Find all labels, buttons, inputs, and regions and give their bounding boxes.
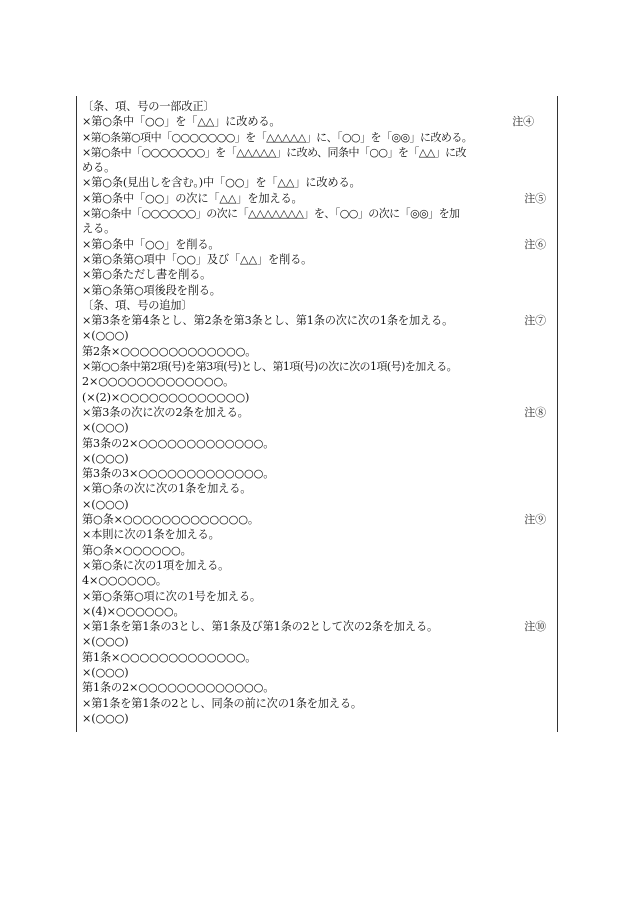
document-line	[82, 696, 554, 711]
line-text: 第○条×○○○○○○。	[82, 543, 192, 557]
line-text: ×第○条中「○○○○○○」の次に「△△△△△△△」を、「○○」の次に「◎◎」を加	[82, 207, 460, 221]
line-text: ×(4)×○○○○○○。	[82, 604, 185, 618]
document-line	[82, 283, 554, 298]
document-line	[82, 298, 554, 313]
line-text: ×第○条第○項に次の1号を加える。	[82, 589, 261, 603]
line-text: 2×○○○○○○○○○○○○○。	[82, 375, 235, 389]
line-text: ×第○条第○項後段を削る。	[82, 283, 221, 297]
document-line	[82, 206, 554, 221]
line-note-marker: 注④	[512, 115, 534, 129]
line-text: ×第○条ただし書を削る。	[82, 268, 212, 282]
document-line	[82, 558, 554, 573]
line-text: (×(2)×○○○○○○○○○○○○○)	[82, 390, 250, 404]
document-line	[82, 604, 554, 619]
line-text: ×(○○○)	[82, 451, 129, 465]
line-text: ×第○条中「○○」を削る。	[82, 237, 220, 251]
line-text: 第1条×○○○○○○○○○○○○○。	[82, 650, 257, 664]
document-line	[82, 191, 554, 206]
document-line	[82, 374, 554, 389]
document-line	[82, 390, 554, 405]
line-text: える。	[82, 222, 116, 236]
document-line	[82, 665, 554, 680]
document-line	[82, 130, 554, 145]
line-text: ×第○条に次の1項を加える。	[82, 558, 230, 572]
document-line	[82, 359, 554, 374]
line-text: める。	[82, 161, 116, 175]
line-text: ×第○条(見出しを含む。)中「○○」を「△△」に改める。	[82, 176, 361, 190]
line-note-marker: 注⑩	[524, 620, 546, 634]
document-line	[82, 99, 554, 114]
document-line	[82, 634, 554, 649]
line-text: ×第1条を第1条の2とし、同条の前に次の1条を加える。	[82, 696, 362, 710]
document-line	[82, 543, 554, 558]
document-line	[82, 405, 554, 420]
line-text: ×第3条を第4条とし、第2条を第3条とし、第1条の次に次の1条を加える。	[82, 314, 454, 328]
line-text: 第○条×○○○○○○○○○○○○○。	[82, 513, 259, 527]
document-line	[82, 680, 554, 695]
document-line	[82, 114, 554, 129]
document-line	[82, 589, 554, 604]
document-line	[82, 328, 554, 343]
line-note-marker: 注⑤	[524, 191, 546, 205]
document-line	[82, 497, 554, 512]
document-line	[82, 160, 554, 175]
document-line	[82, 466, 554, 481]
document-line	[82, 252, 554, 267]
line-text: ×第○条中「○○」を「△△」に改める。	[82, 115, 281, 129]
document-line	[82, 619, 554, 634]
document-line	[82, 451, 554, 466]
line-text: 〔条、項、号の一部改正〕	[82, 100, 215, 113]
line-text: ×第○条中「○○」の次に「△△」を加える。	[82, 191, 303, 205]
line-text: ×第○条の次に次の1条を加える。	[82, 482, 252, 496]
document-line	[82, 527, 554, 542]
document-line	[82, 267, 554, 282]
line-text: ×第○条第○項中「○○」及び「△△」を削る。	[82, 252, 313, 266]
document-line	[82, 221, 554, 236]
line-text: 第3条の2×○○○○○○○○○○○○○。	[82, 436, 275, 450]
document-line	[82, 145, 554, 160]
document-line	[82, 650, 554, 665]
line-text: ×(○○○)	[82, 497, 129, 511]
document-line	[82, 344, 554, 359]
line-text: 第2条×○○○○○○○○○○○○○。	[82, 344, 257, 358]
document-line	[82, 175, 554, 190]
line-text: ×第3条の次に次の2条を加える。	[82, 405, 249, 419]
line-note-marker: 注⑨	[524, 513, 546, 527]
line-text: ×第○条中「○○○○○○○」を「△△△△△」に改め、同条中「○○」を「△△」に改	[82, 145, 466, 159]
document-body	[82, 99, 554, 726]
document-line	[82, 573, 554, 588]
line-text: ×(○○○)	[82, 421, 129, 435]
line-text: ×(○○○)	[82, 635, 129, 649]
line-text: ×(○○○)	[82, 665, 129, 679]
line-note-marker: 注⑦	[524, 314, 546, 328]
document-line	[82, 237, 554, 252]
document-line	[82, 711, 554, 726]
document-line	[82, 512, 554, 527]
line-text: ×第1条を第1条の3とし、第1条及び第1条の2として次の2条を加える。	[82, 620, 439, 634]
line-text: ×第○○条中第2項(号)を第3項(号)とし、第1項(号)の次に次の1項(号)を加える。	[82, 360, 458, 374]
document-line	[82, 420, 554, 435]
line-note-marker: 注⑥	[524, 237, 546, 251]
document-line	[82, 313, 554, 328]
document-line	[82, 436, 554, 451]
line-text: 4×○○○○○○。	[82, 574, 167, 588]
line-text: ×本則に次の1条を加える。	[82, 528, 220, 542]
document-line	[82, 481, 554, 496]
line-text: 〔条、項、号の追加〕	[82, 298, 193, 312]
line-note-marker: 注⑧	[524, 405, 546, 419]
line-text: 第1条の2×○○○○○○○○○○○○○。	[82, 681, 275, 695]
line-text: ×(○○○)	[82, 711, 129, 725]
line-text: ×(○○○)	[82, 329, 129, 343]
line-text: 第3条の3×○○○○○○○○○○○○○。	[82, 467, 275, 481]
line-text: ×第○条第○項中「○○○○○○○」を「△△△△△」に、「○○」を「◎◎」に改める。	[82, 130, 473, 144]
